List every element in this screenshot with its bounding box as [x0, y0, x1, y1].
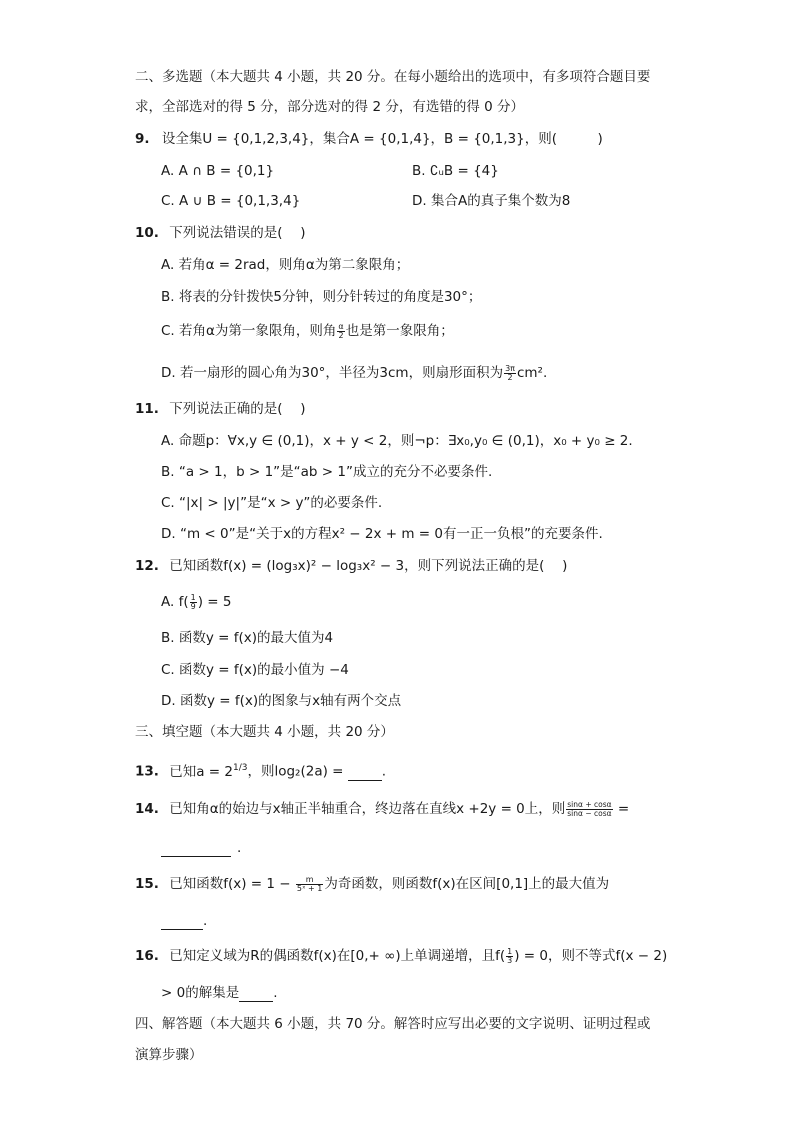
- fraction: $\frac{\sin\alpha + \cos\alpha}{\sin\alpha - \cos\alpha}$: [567, 799, 612, 818]
- section3-header: 三、填空题（本大题共 4 小题，共 20 分）: [135, 724, 394, 740]
- question-number: 10.: [135, 225, 159, 241]
- fraction: $\frac{1}{3}$: [507, 946, 513, 965]
- q11-option-c: C. “|x| > |y|”是“x > y”的必要条件.: [161, 495, 383, 511]
- q9-option-a: A. A ∩ B = {0,1}: [161, 163, 275, 179]
- q12-option-c: C. 函数y = f(x)的最小值为 −4: [161, 662, 349, 678]
- answer-blank: [348, 766, 382, 781]
- question-stem: 已知函数f(x) = (log₃x)² − log₃x² − 3，则下列说法正确的是( ): [169, 558, 568, 574]
- section2-header-line1: 二、多选题（本大题共 4 小题，共 20 分。在每小题给出的选项中，有多项符合题目要: [135, 69, 651, 85]
- question-16-line2: > 0的解集是 .: [161, 985, 278, 1001]
- question-number: 13.: [135, 763, 159, 780]
- q10-option-c: C. 若角α为第一象限角，则角 $\frac{\alpha}{2}$ 也是第一象限角；: [161, 321, 454, 340]
- answer-blank: [239, 987, 273, 1002]
- question-15: 15. 已知函数f(x) = 1 − $\frac{m}{\text{5ˣ + 1}}$ 为奇函数，则函数f(x)在区间[0,1]上的最大值为: [135, 874, 610, 893]
- q9-option-d: D. 集合A的真子集个数为8: [412, 193, 571, 209]
- fraction: $\frac{\alpha}{2}$: [338, 321, 344, 340]
- question-16: 16. 已知定义域为R的偶函数f(x)在[0,+ ∞)上单调递增，且f( $\frac{1}{3}$ ) = 0，则不等式f(x − 2): [135, 946, 668, 965]
- question-9: [135, 130, 603, 148]
- q9-option-c: C. A ∪ B = {0,1,3,4}: [161, 193, 301, 209]
- q10-option-b: B. 将表的分针拨快5分钟，则分针转过的角度是30°；: [161, 289, 482, 305]
- fraction: $\frac{3\pi}{2}$: [505, 363, 515, 382]
- q11-option-d: D. “m < 0”是“关于x的方程x² − 2x + m = 0有一正一负根”的充要条件.: [161, 526, 603, 542]
- q12-option-d: D. 函数y = f(x)的图象与x轴有两个交点: [161, 693, 402, 709]
- question-number: 15.: [135, 876, 159, 892]
- question-number: 11.: [135, 401, 159, 417]
- question-14-line2: .: [161, 839, 241, 857]
- q10-option-a: A. 若角α = 2rad，则角α为第二象限角；: [161, 257, 410, 273]
- q11-option-a: A. 命题p：∀x,y ∈ (0,1)，x + y < 2，则¬p：∃x₀,y₀ ∈ (0,1)，x₀ + y₀ ≥ 2.: [161, 433, 633, 449]
- question-stem: 下列说法错误的是( ): [169, 225, 306, 241]
- q10-option-d: D. 若一扇形的圆心角为30°，半径为3cm，则扇形面积为 $\frac{3\pi}{2}$ cm².: [161, 363, 548, 382]
- q12-option-a: A. f( $\frac{1}{9}$ ) = 5: [161, 592, 232, 611]
- question-stem: 下列说法正确的是( ): [169, 401, 306, 417]
- answer-blank: [161, 842, 231, 857]
- q12-option-b: B. 函数y = f(x)的最大值为4: [161, 630, 334, 646]
- question-14: 14. 已知角α的始边与x轴正半轴重合，终边落在直线x +2y = 0上，则 $\frac{\sin\alpha + \cos\alpha}{\sin\alpha - \cos\alpha}$ =: [135, 799, 630, 818]
- fraction: $\frac{m}{\text{5ˣ + 1}}$: [296, 874, 323, 893]
- question-11: [135, 400, 306, 418]
- question-number: 14.: [135, 801, 159, 817]
- section4-header-line2: 演算步骤）: [135, 1047, 203, 1063]
- q11-option-b: B. “a > 1，b > 1”是“ab > 1”成立的充分不必要条件.: [161, 464, 493, 480]
- question-10: [135, 224, 306, 242]
- question-13: 13. 已知$a = 2^{1/3}$，则log₂(2a) = .: [135, 763, 387, 780]
- question-15-line2: .: [161, 912, 207, 930]
- question-12: [135, 557, 567, 575]
- section2-header-line2: 求，全部选对的得 5 分，部分选对的得 2 分，有选错的得 0 分）: [135, 99, 525, 115]
- question-number: 9.: [135, 131, 150, 147]
- exponent: 1/3: [232, 763, 248, 773]
- answer-blank: [161, 915, 203, 930]
- question-number: 12.: [135, 558, 159, 574]
- fraction: $\frac{1}{9}$: [190, 592, 196, 611]
- q9-option-b: B. ∁ᵤB = {4}: [412, 163, 499, 179]
- question-number: 16.: [135, 948, 159, 964]
- section4-header-line1: 四、解答题（本大题共 6 小题，共 70 分。解答时应写出必要的文字说明、证明过程或: [135, 1016, 651, 1032]
- question-stem: 设全集U = {0,1,2,3,4}，集合A = {0,1,4}，B = {0,1,3}，则( ): [161, 131, 603, 147]
